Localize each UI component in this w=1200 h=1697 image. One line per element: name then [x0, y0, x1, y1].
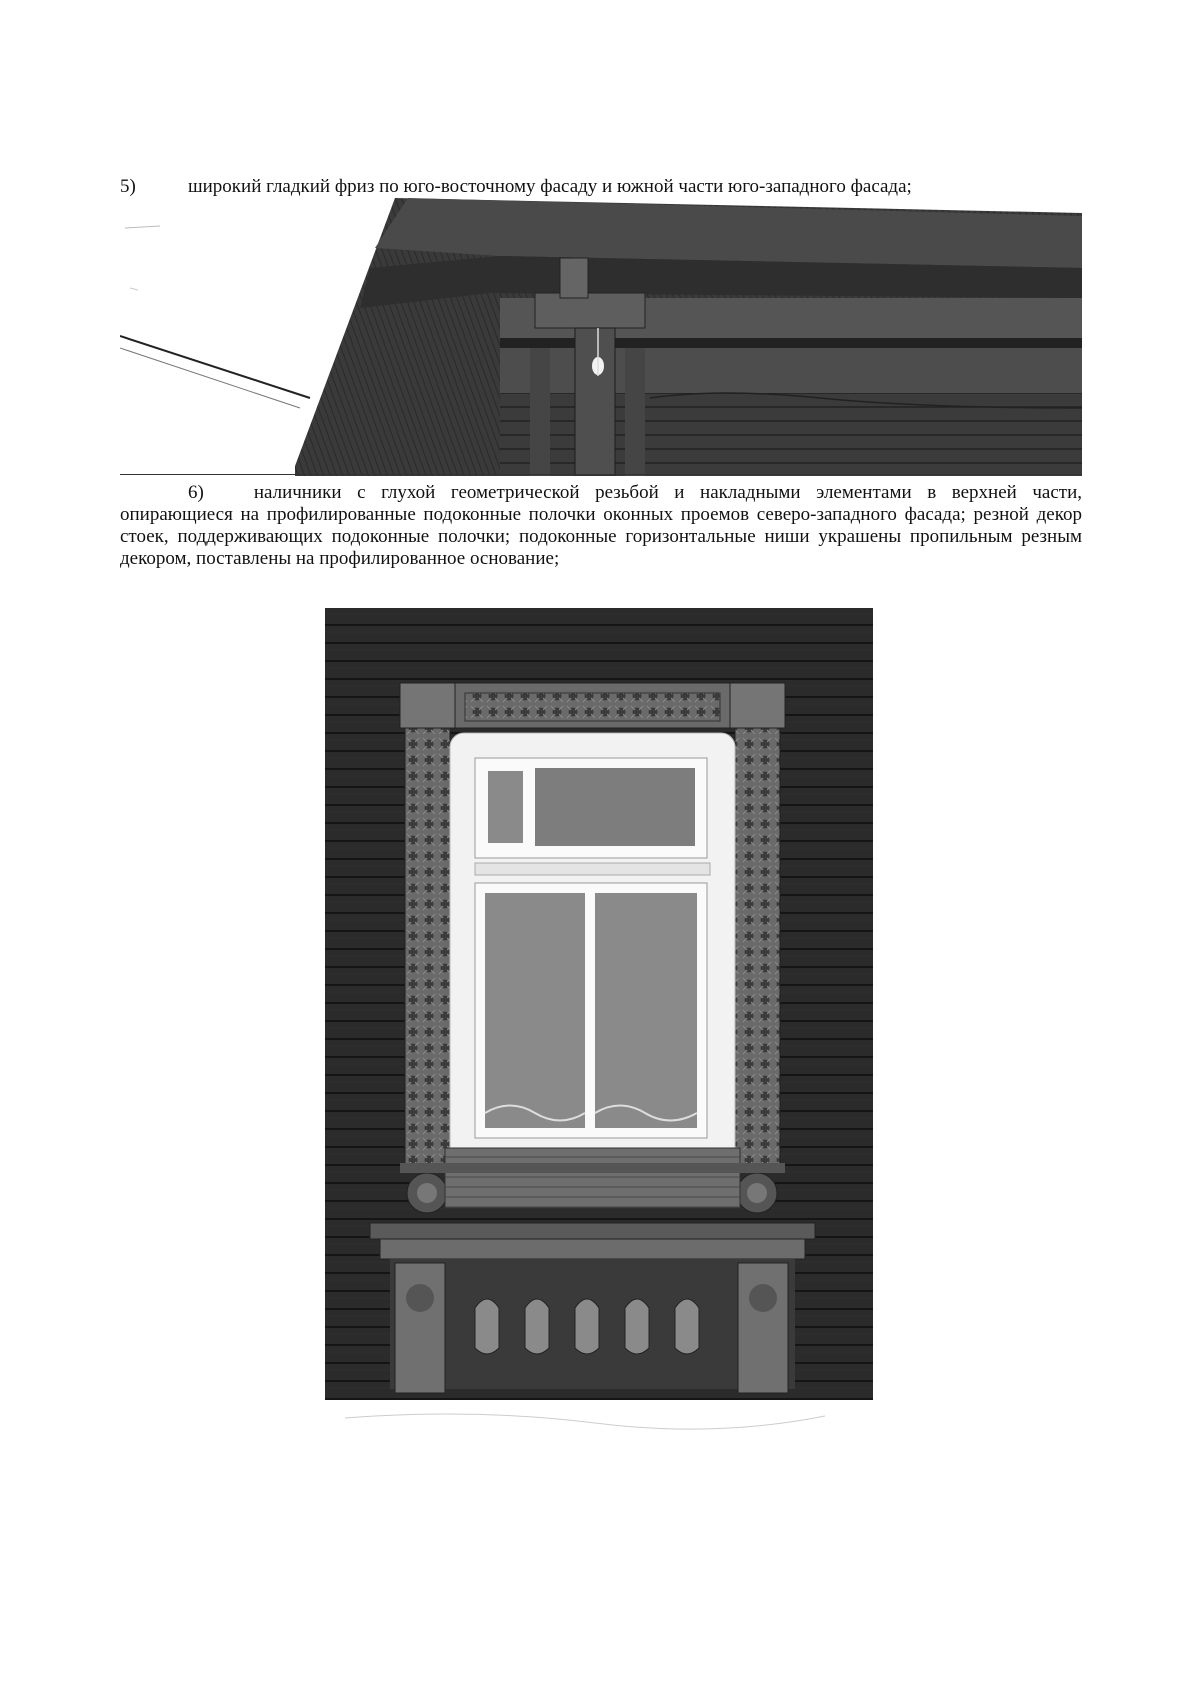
- item-number: 5): [120, 176, 136, 197]
- list-item-6: [120, 482, 1082, 570]
- eave-frieze-photo: [120, 198, 1082, 476]
- item-number: 6): [188, 482, 204, 503]
- divider: [120, 474, 1082, 475]
- carved-window-photo: [325, 608, 873, 1508]
- item-text: наличники с глухой геометрической резьбой и накладными элементами в верхней части, опирающиеся на профилированные подоконные полочки оконных проемов северо-западного фасада; резной декор стоек, поддерживающих подоконные полочки; подоконные горизонтальные ниши украшены пропильным резным декором, поставлены на профилированное основание;: [120, 482, 1082, 569]
- item-text: широкий гладкий фриз по юго-восточному фасаду и южной части юго-западного фасада;: [188, 176, 912, 197]
